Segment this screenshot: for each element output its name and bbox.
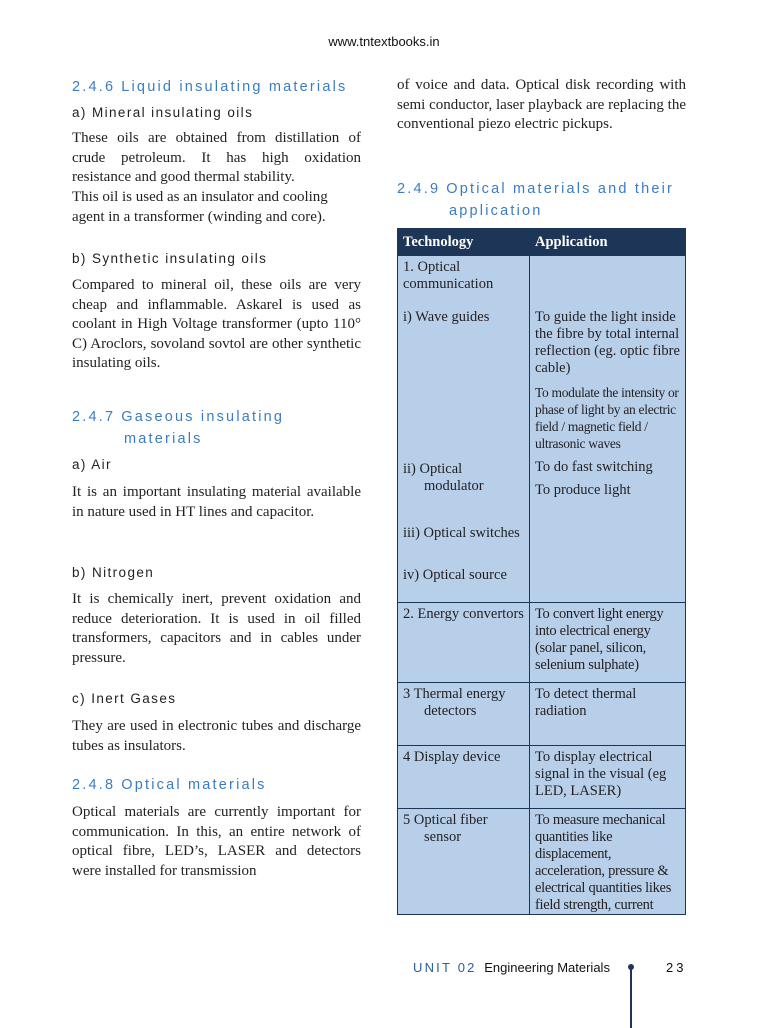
tech-optical-switches: iii) Optical switches xyxy=(403,525,520,541)
table-cell-application: To measure mechanical quantities like displacement, acceleration, pressure & electrical quantities likes field strength, current xyxy=(530,809,686,915)
footer-subject: Engineering Materials xyxy=(484,960,610,975)
subheading-mineral-oils: a) Mineral insulating oils xyxy=(72,105,254,120)
header-url: www.tntextbooks.in xyxy=(328,34,440,49)
app-optical-switches: To do fast switching xyxy=(535,459,653,475)
table-cell-application xyxy=(530,256,686,603)
paragraph-air: It is an important insulating material available in nature used in HT lines and capacitor. xyxy=(72,484,361,520)
table-header-application: Application xyxy=(530,229,686,256)
paragraph-inert-gases: They are used in electronic tubes and discharge tubes as insulators. xyxy=(72,718,361,754)
paragraph-optical-materials: Optical materials are currently important for communication. In this, an entire network of optical fibre, LED’s, LASER and detectors were installed for transmission xyxy=(72,804,361,879)
table-row xyxy=(398,809,686,915)
section-number: 2.4.7 xyxy=(72,409,116,425)
section-number: 2.4.9 xyxy=(397,181,441,197)
section-title: Liquid insulating materials xyxy=(121,79,348,95)
section-2-4-8-heading xyxy=(72,774,361,796)
subheading-air: a) Air xyxy=(72,457,112,472)
table-cell-technology: 5 Optical fiber sensor xyxy=(398,809,530,915)
app-optical-source: To produce light xyxy=(535,482,631,498)
section-number: 2.4.8 xyxy=(72,777,116,793)
section-number: 2.4.6 xyxy=(72,79,116,95)
table-cell-technology xyxy=(398,256,530,603)
subheading-inert-gases: c) Inert Gases xyxy=(72,691,177,706)
paragraph-mineral-oils-1: These oils are obtained from distillation of crude petroleum. It has high oxidation resistance and good thermal stability. xyxy=(72,130,361,186)
table-row xyxy=(398,746,686,809)
table-row xyxy=(398,683,686,746)
section-title: Gaseous insulating materials xyxy=(121,409,285,447)
table-cell-technology: 3 Thermal energy detectors xyxy=(398,683,530,746)
paragraph-continued: of voice and data. Optical disk recording with semi conductor, laser playback are replacing the conventional piezo electric pickups. xyxy=(397,77,686,133)
app-optical-modulator: To modulate the intensity or phase of light by an electric field / magnetic field / ultrasonic waves xyxy=(535,385,679,451)
optical-applications-table xyxy=(397,228,686,915)
subheading-nitrogen: b) Nitrogen xyxy=(72,565,155,580)
table-cell-application: To display electrical signal in the visual (eg LED, LASER) xyxy=(530,746,686,809)
paragraph-mineral-oils-2: This oil is used as an insulator and cooling agent in a transformer (winding and core). xyxy=(72,189,328,225)
footer-divider xyxy=(630,968,632,1028)
app-wave-guides: To guide the light inside the fibre by total internal reflection (eg. optic fibre cable) xyxy=(535,309,680,376)
footer-unit: UNIT 02 xyxy=(413,960,477,975)
section-2-4-9-heading xyxy=(397,178,686,222)
paragraph-synthetic-oils: Compared to mineral oil, these oils are very cheap and inflammable. Askarel is used as coolant in High Voltage transformer (upto 110° C) Aroclors, sovoland sovtol are other synthetic insulating oils. xyxy=(72,277,361,372)
tech-optical-communication: 1. Optical communication xyxy=(403,259,494,292)
section-2-4-7-heading xyxy=(72,406,361,450)
section-title: Optical materials xyxy=(121,777,267,793)
table-row xyxy=(398,256,686,603)
table-cell-application: To detect thermal radiation xyxy=(530,683,686,746)
subheading-synthetic-oils: b) Synthetic insulating oils xyxy=(72,251,268,266)
table-cell-application: To convert light energy into electrical energy (solar panel, silicon, selenium sulphate) xyxy=(530,603,686,683)
section-title: Optical materials and their application xyxy=(446,181,675,219)
table-cell-technology: 2. Energy convertors xyxy=(398,603,530,683)
tech-optical-modulator: ii) Optical modulator xyxy=(403,461,484,494)
table-row xyxy=(398,603,686,683)
footer-label xyxy=(413,960,610,975)
tech-optical-source: iv) Optical source xyxy=(403,567,507,583)
section-2-4-6-heading xyxy=(72,76,361,98)
tech-wave-guides: i) Wave guides xyxy=(403,309,490,325)
table-header-technology: Technology xyxy=(398,229,530,256)
page-number: 23 xyxy=(666,960,687,975)
table-cell-technology: 4 Display device xyxy=(398,746,530,809)
table-header-row xyxy=(398,229,686,256)
paragraph-nitrogen: It is chemically inert, prevent oxidation and reduce deterioration. It is used in oil filled transformers, capacitors and in cables under pressure. xyxy=(72,591,361,666)
